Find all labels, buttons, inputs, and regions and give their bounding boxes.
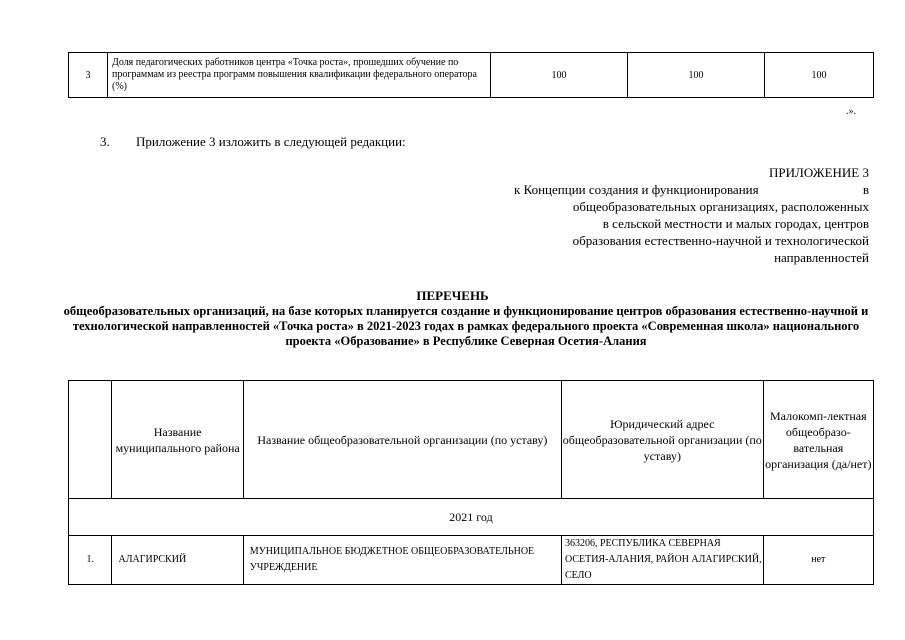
item-text: Приложение 3 изложить в следующей редакции: [136,134,406,149]
row-organization: МУНИЦИПАЛЬНОЕ БЮДЖЕТНОЕ ОБЩЕОБРАЗОВАТЕЛЬНОЕ УЧРЕЖДЕНИЕ [243,536,561,585]
row-address: 363206, РЕСПУБЛИКА СЕВЕРНАЯ ОСЕТИЯ-АЛАНИЯ, РАЙОН АЛАГИРСКИЙ, СЕЛО [561,536,763,585]
indicator-value-2021: 100 [491,53,628,98]
appendix-line-5: направленностей [774,250,869,265]
header-address: Юридический адрес общеобразовательной организации (по уставу) [561,381,763,499]
header-number [69,381,112,499]
year-label: 2021 год [69,499,874,536]
table-row [69,53,874,98]
row-number: 1. [69,536,112,585]
list-subtitle: общеобразовательных организаций, на базе которых планируется создание и функционирование центров образования естественно-научной и технологической направленностей «Точка роста» в 2021-2023 годах в рамках федерального проекта «Современная школа» национального проекта «Образование» в Республике Северная Осетия-Алания [63,304,869,348]
indicator-value-2022: 100 [628,53,765,98]
organizations-table [68,380,874,585]
closing-quote-mark: .». [846,106,856,117]
appendix-heading-block [514,164,869,266]
table-header-row [69,381,874,499]
list-title: ПЕРЕЧЕНЬ [416,288,489,303]
header-district: Название муниципального района [112,381,243,499]
appendix-line [514,181,869,198]
indicator-value-2023: 100 [765,53,874,98]
appendix-title: ПРИЛОЖЕНИЕ 3 [769,165,869,180]
indicator-table [68,52,874,98]
year-row [69,499,874,536]
appendix-line-4: образования естественно-научной и технологической [572,233,869,248]
row-number: 3 [69,53,108,98]
header-organization: Название общеобразовательной организации (по уставу) [243,381,561,499]
appendix-line-1a: к Концепции создания и функционирования [514,182,759,197]
indicator-description: Доля педагогических работников центра «Точка роста», прошедших обучение по программам из реестра программ повышения квалификации федерального оператора (%) [108,53,491,98]
item-number: 3. [100,134,110,149]
appendix-line-2: общеобразовательных организациях, расположенных [572,199,869,214]
header-small-school: Малокомп-лектная общеобразо-вательная организация (да/нет) [763,381,873,499]
table-row [69,536,874,585]
appendix-line-1b: в [862,182,869,197]
appendix-line-3: в сельской местности и малых городах, центров [602,216,869,231]
row-district: АЛАГИРСКИЙ [112,536,243,585]
row-small-school: нет [763,536,873,585]
